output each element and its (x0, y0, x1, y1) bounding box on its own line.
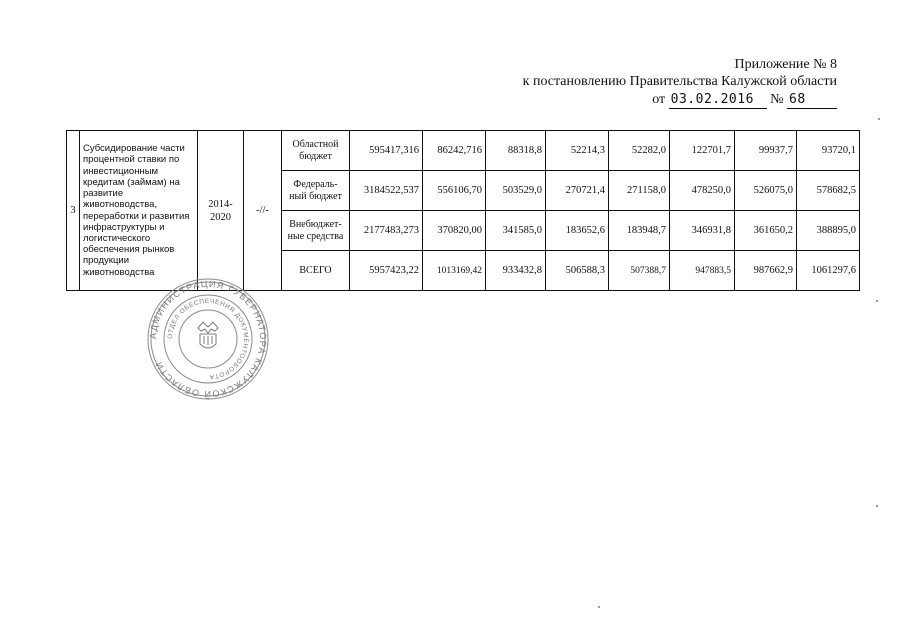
financing-table (66, 130, 860, 291)
source-label: Областной бюджет (282, 131, 350, 171)
value-cell: 93720,1 (797, 131, 860, 171)
document-header (523, 56, 837, 109)
value-cell: 556106,70 (423, 171, 486, 211)
value-cell: 341585,0 (486, 211, 546, 251)
decree-number: 68 (787, 91, 837, 109)
source-label: Федераль-ный бюджет (282, 171, 350, 211)
total-value-cell: 947883,5 (670, 251, 735, 291)
table-row (67, 131, 860, 171)
value-cell: 52214,3 (546, 131, 609, 171)
total-value-cell: 933432,8 (486, 251, 546, 291)
value-cell: 361650,2 (735, 211, 797, 251)
value-cell: 270721,4 (546, 171, 609, 211)
row-index: 3 (67, 131, 80, 291)
value-cell: 2177483,273 (350, 211, 423, 251)
decree-date-line (523, 91, 837, 109)
date-prefix: от (652, 92, 666, 107)
total-value-cell: 1061297,6 (797, 251, 860, 291)
value-cell: 52282,0 (609, 131, 670, 171)
measure-description: Субсидирование части процентной ставки по инвестиционным кредитам (займам) на развитие животноводства, переработки и развития инфраструктуры и логистического обеспечения рынков продукции животноводства (80, 131, 198, 291)
value-cell: 478250,0 (670, 171, 735, 211)
period-cell (198, 131, 244, 291)
total-label: ВСЕГО (282, 251, 350, 291)
executor: -//- (244, 131, 282, 291)
value-cell: 346931,8 (670, 211, 735, 251)
appendix-title: Приложение № 8 (734, 57, 837, 72)
value-cell: 370820,00 (423, 211, 486, 251)
total-value-cell: 506588,3 (546, 251, 609, 291)
value-cell: 88318,8 (486, 131, 546, 171)
value-cell: 86242,716 (423, 131, 486, 171)
number-prefix: № (770, 92, 784, 107)
value-cell: 503529,0 (486, 171, 546, 211)
total-value-cell: 1013169,42 (423, 251, 486, 291)
total-value-cell: 507388,7 (609, 251, 670, 291)
value-cell: 526075,0 (735, 171, 797, 211)
total-value-cell: 987662,9 (735, 251, 797, 291)
decree-reference: к постановлению Правительства Калужской области (522, 74, 837, 89)
scan-speck (878, 118, 880, 120)
official-stamp (138, 278, 278, 400)
value-cell: 3184522,537 (350, 171, 423, 211)
scan-speck (876, 505, 878, 507)
period: 2014-2020 (208, 198, 233, 223)
value-cell: 122701,7 (670, 131, 735, 171)
value-cell: 99937,7 (735, 131, 797, 171)
coat-of-arms-icon (198, 322, 218, 348)
value-cell: 388895,0 (797, 211, 860, 251)
total-value-cell: 5957423,22 (350, 251, 423, 291)
value-cell: 183948,7 (609, 211, 670, 251)
stamp-outer-text: АДМИНИСТРАЦИЯ ГУБЕРНАТОРА КАЛУЖСКОЙ ОБЛАСТИ (147, 278, 269, 400)
value-cell: 183652,6 (546, 211, 609, 251)
source-label: Внебюджет-ные средства (282, 211, 350, 251)
value-cell: 595417,316 (350, 131, 423, 171)
value-cell: 578682,5 (797, 171, 860, 211)
scan-speck (876, 300, 878, 302)
decree-date: 03.02.2016 (669, 91, 767, 109)
scan-speck (598, 606, 600, 608)
stamp-inner-text: ОТДЕЛ ОБЕСПЕЧЕНИЯ ДОКУМЕНТООБОРОТА (166, 297, 250, 381)
value-cell: 271158,0 (609, 171, 670, 211)
